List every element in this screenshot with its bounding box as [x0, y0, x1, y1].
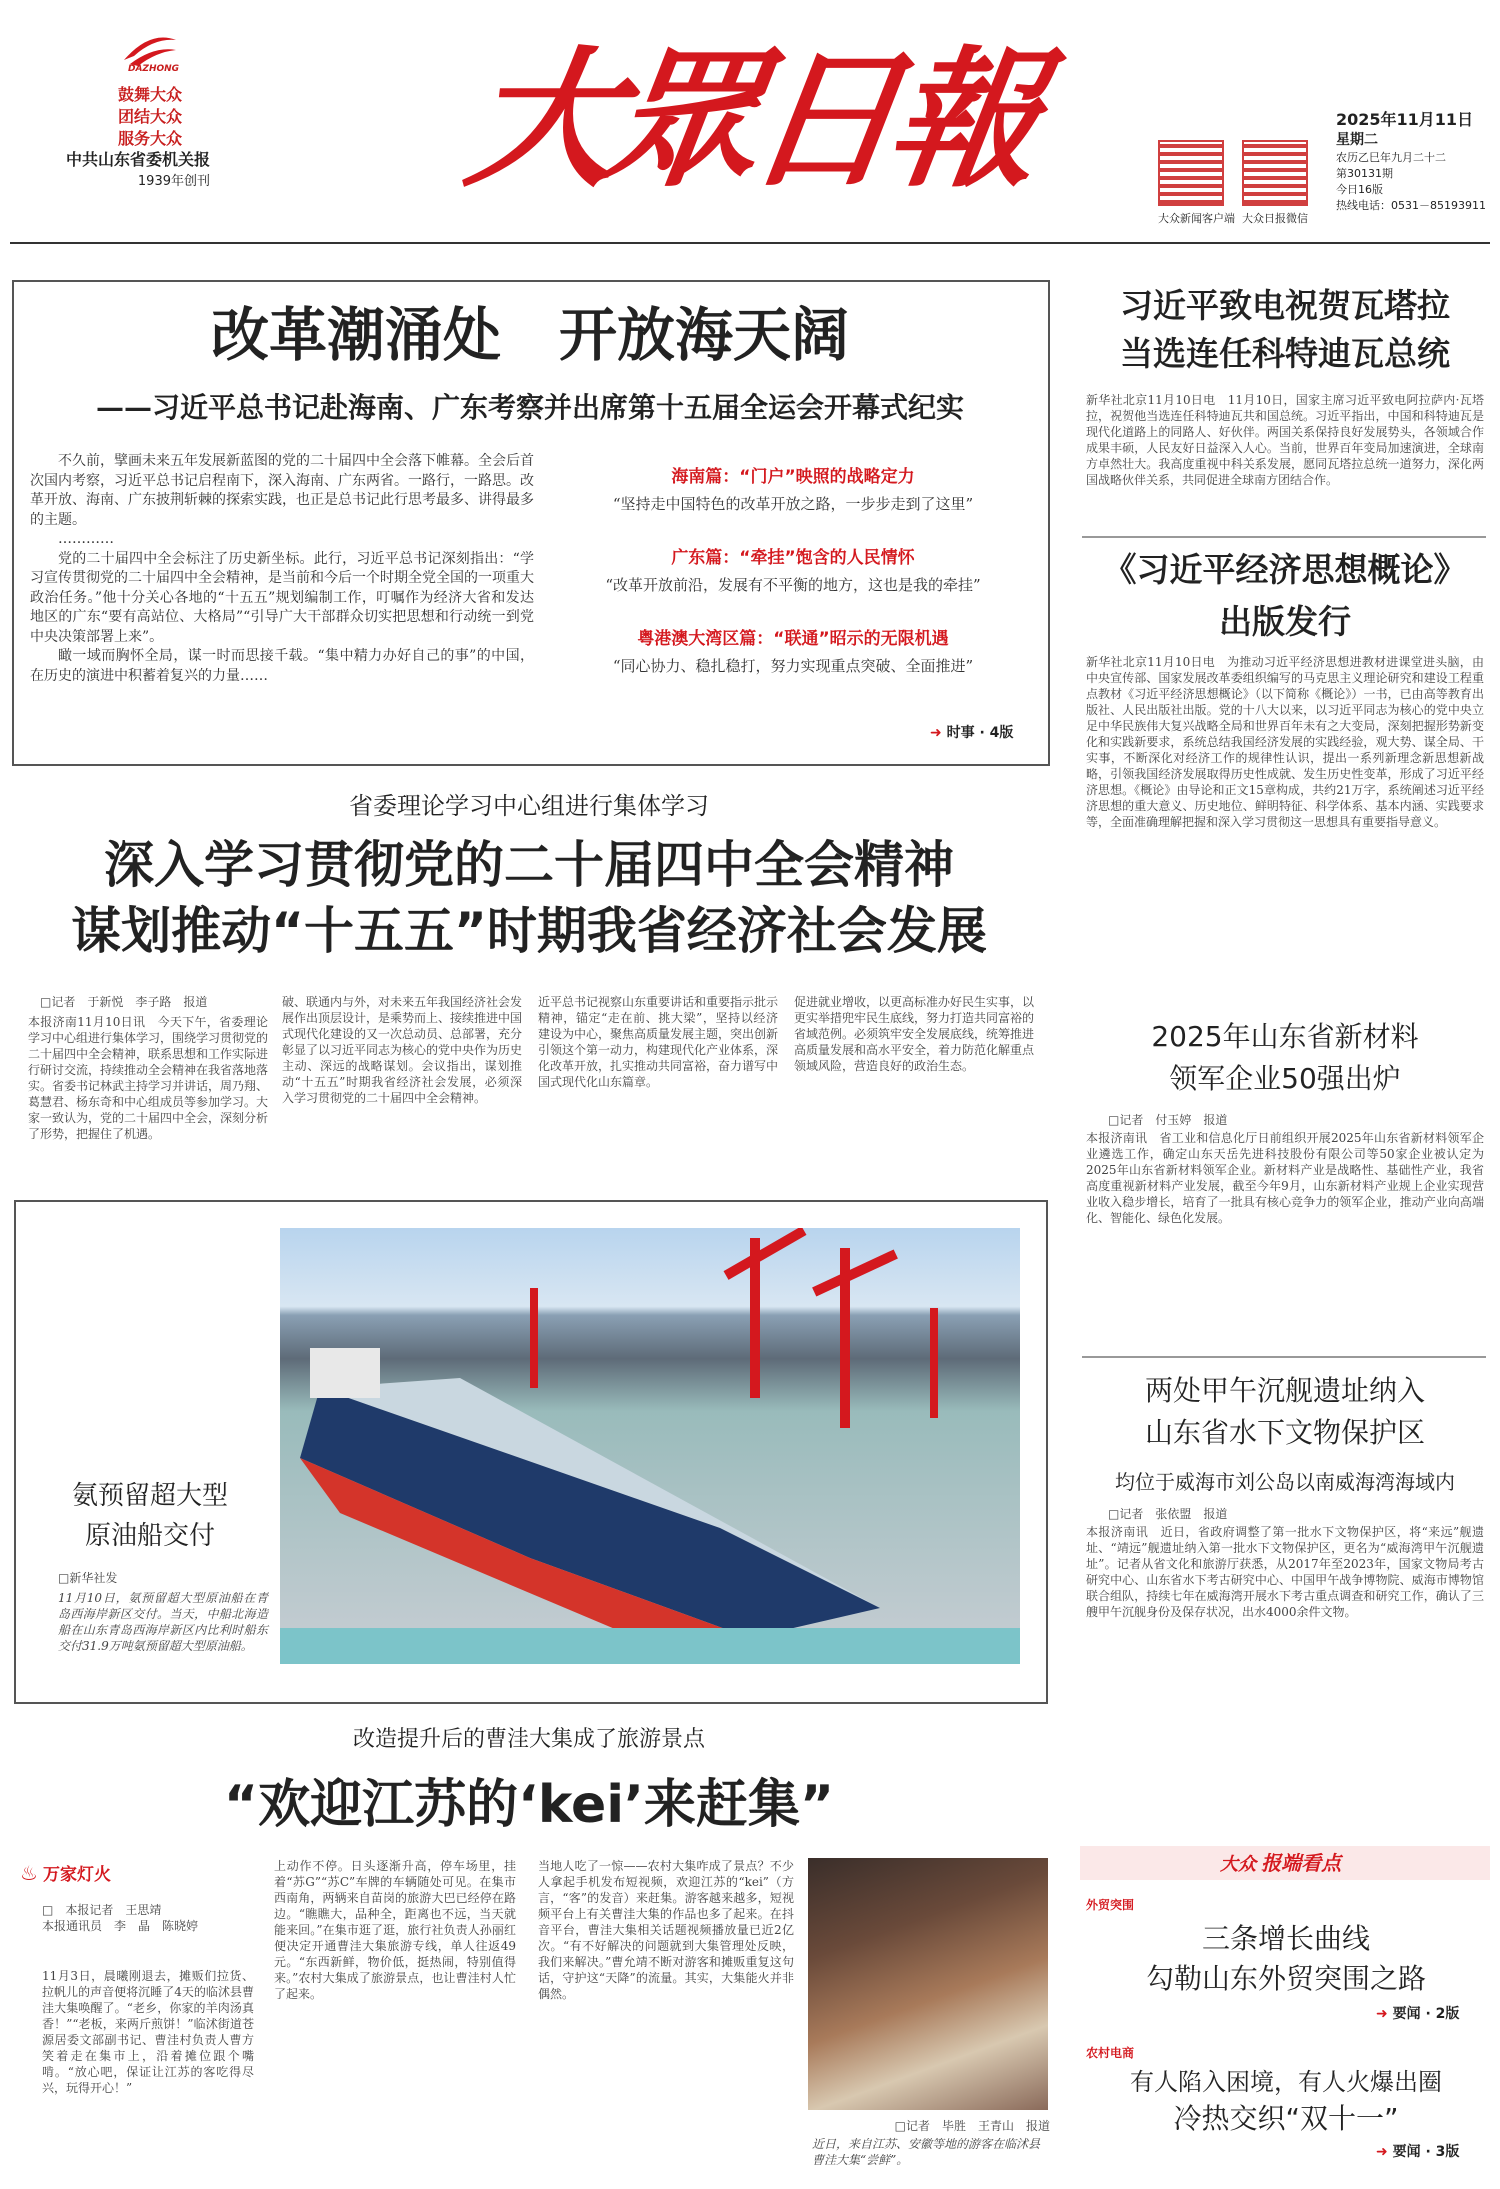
lead-para: 党的二十届四中全会标注了历史新坐标。此行，习近平总书记深刻指出：“学习宣传贯彻党的二十届四中全会精神，是当前和今后一个时期全党全国的一项重大政治任务。”他十分关心各地的“十五五”规划编制工作，叮嘱作为经济大省和发达地区的广东“要有高站位、大格局”“引导广大干部群众切实把思想和行动统一到党中央决策部署上来”。 [30, 550, 534, 645]
fair-byline [42, 1902, 262, 1934]
founded: 1939年创刊 [137, 174, 210, 189]
title-line: 两处甲午沉舰遗址纳入 [1144, 1374, 1425, 1407]
study-title [14, 832, 1044, 964]
wrecks-body: 本报济南讯 近日，省政府调整了第一批水下文物保护区，将“来远”舰遗址、“靖远”舰遗址纳入第一批水下文物保护区，更名为“威海湾甲午沉舰遗址”。记者从省文化和旅游厅获悉，从2017年至2023年，国家文物局考古研究中心、山东省水下考古研究中心、中国甲午战争博物院、威海市博物馆联合组队，持续七年在威海湾开展水下考古重点调查和研究工作，确认了三艘甲午沉舰身份及保存状况，出水4000余件文物。 [1086, 1525, 1484, 1619]
nav-title: 三条增长曲线 [1201, 1922, 1370, 1955]
fair-col: 11月3日，晨曦刚退去，摊贩们拉货、拉帆儿的声音便将沉睡了4天的临沭县曹洼大集唤醒了。“老乡，你家的羊肉汤真香！”“老板，来两斤煎饼！”临沭街道苍源居委文部副书记、曹洼村负责人曹方笑着走在集市上，沿着摊位跟个嘴啃。“放心吧，保证让江苏的客吃得尽兴，玩得开心！” [42, 1969, 254, 2095]
masthead-left [10, 10, 210, 235]
fair-col: 上动作不停。日头逐渐升高，停车场里，挂着“苏G”“苏C”车牌的车辆随处可见。在集市西南角，两辆来自苗岗的旅游大巴已经停在路边。“瞧瞧大，品种全，距离也不远，当天就能来回。”在集市逛了逛，旅行社负责人孙丽红便决定开通曹洼大集旅游专线，单人往返49元。“东西新鲜，物价低，挺热闹，特别值得来。”农村大集成了旅游景点，也让曹洼村人忙了起来。 [274, 1859, 516, 2001]
study-col: 近平总书记视察山东重要讲话和重要指示批示精神，锚定“走在前、挑大梁”，坚持以经济建设为中心，聚焦高质量发展主题，突出创新引领这个第一动力，构建现代化产业体系，深化改革开放，扎实推动共同富裕，奋力谱写中国式现代化山东篇章。 [538, 995, 778, 1089]
masthead-title: 大眾日報 [457, 32, 1043, 208]
materials-body: 本报济南讯 省工业和信息化厅日前组织开展2025年山东省新材料领军企业遴选工作，确定山东天岳先进科技股份有限公司等50家企业被认定为2025年山东省新材料领军企业。新材料产业是战略性、基础性产业，我省高度重视新材料产业发展，截至今年9月，山东新材料产业规上企业实现营业收入稳步增长，培育了一批具有核心竞争力的领军企业，推动产业向高端化、智能化、绿色化发展。 [1086, 1131, 1484, 1225]
section-quote: “坚持走中国特色的改革开放之路，一步步走到了这里” [612, 495, 974, 513]
nav-tag: 农村电商 [1086, 2046, 1135, 2060]
motto-line: 鼓舞大众 [118, 85, 183, 104]
arrow-right-icon: ➜ [1376, 2006, 1393, 2022]
qr-wechat[interactable] [1242, 140, 1342, 226]
arrow-right-icon: ➜ [1376, 2144, 1393, 2160]
nav-title: 有人陷入困境，有人火爆出圈 [1130, 2068, 1442, 2096]
materials-title [1080, 1016, 1490, 1100]
caption-line: 原油船交付 [84, 1521, 215, 1551]
arrow-right-icon: ➜ [930, 725, 947, 741]
qr-code-icon [1242, 140, 1308, 206]
lead-para: 瞰一域而胸怀全局，谋一时而思接千载。“集中精力办好自己的事”的中国，在历史的演进中积蓄着复兴的力量…… [30, 648, 534, 684]
fair-photo-caption: 近日，来自江苏、安徽等地的游客在临沭县曹洼大集“尝鲜”。 [812, 2137, 1041, 2167]
lead-dots: ………… [58, 531, 114, 547]
issue-date: 2025年11月11日 [1336, 110, 1474, 129]
fair-photo [808, 1858, 1048, 2110]
issue-weekday: 星期二 [1336, 132, 1378, 148]
dazhong-small-logo-icon: 大众 [1220, 1854, 1256, 1875]
brand-en: DAZHONG [128, 64, 180, 74]
section-title: 广东篇：“牵挂”饱含的人民情怀 [671, 548, 915, 568]
page-count: 今日16版 [1336, 183, 1383, 196]
nav-title: 勾勒山东外贸突围之路 [1145, 1962, 1426, 1995]
title-line: 山东省水下文物保护区 [1144, 1416, 1425, 1449]
fair-column-tag [20, 1860, 250, 1885]
fair-photo-byline: □记者 毕胜 王青山 报道 [894, 2119, 1050, 2133]
byline-line: □ 本报记者 王思靖 [42, 1903, 162, 1917]
lead-sections [560, 462, 1026, 675]
caption-line: 氨预留超大型 [71, 1481, 228, 1511]
motto-line: 服务大众 [118, 129, 183, 148]
lead-subtitle: ——习近平总书记赴海南、广东考察并出席第十五届全运会开幕式纪实 [95, 391, 964, 424]
org-name: 中共山东省委机关报 [65, 150, 210, 169]
study-col: 本报济南11月10日讯 今天下午，省委理论学习中心组进行集体学习，围绕学习贯彻党的二十届四中全会精神，联系思想和工作实际进行研讨交流，持续推动全会精神在我省落地落实。省委书记林武主持学习并讲话，周乃翔、葛慧君、杨东奇和中心组成员等参加学习。大家一致认为，党的二十届四中全会，深刻分析了形势，把握住了机遇。 [28, 1015, 268, 1141]
study-col: 破、联通内与外，对未来五年我国经济社会发展作出顶层设计，是乘势而上、接续推进中国式现代化建设的又一次总动员、总部署，充分彰显了以习近平同志为核心的党中央作为历史主动、深远的战略谋划。会议指出，谋划推动“十五五”时期我省经济社会发展，必须深入学习贯彻党的二十届四中全会精神。 [282, 995, 522, 1105]
right2-body: 新华社北京11月10日电 为推动习近平经济思想进教材进课堂进头脑，由中央宣传部、国家发展改革委组织编写的马克思主义理论研究和建设工程重点教材《习近平经济思想概论》（以下简称《概论》）一书，已由高等教育出版社、人民出版社出版。党的十八大以来，以习近平同志为核心的党中央立足中华民族伟大复兴战略全局和世界百年未有之大变局，深刻把握形势新变化和实践新要求，系统总结我国经济发展的实践经验，观大势、谋全局、干实事，不断深化对经济工作的规律性认识，提出一系列新理念新思想新战略，引领我国经济发展取得历史性成就、发生历史性变革，形成了习近平经济思想。《概论》由导论和正文15章构成，共约21万字，系统阐述习近平经济思想的重大意义、历史地位、鲜明特征、科学体系、基本内涵、实践要求等，全面准确理解把握和深入学习贯彻这一思想具有重要指导意义。 [1086, 655, 1484, 829]
nav-brand: 报端看点 [1261, 1851, 1342, 1875]
lamp-icon: ♨ [20, 1861, 38, 1885]
wrecks-byline: □记者 张依盟 报道 [1108, 1507, 1228, 1521]
nav-tag: 外贸突围 [1086, 1898, 1135, 1912]
qr-code-icon [1158, 140, 1224, 206]
lead-para: 不久前，擘画未来五年发展新蓝图的党的二十届四中全会落下帷幕。全会后首次国内考察，习近平总书记启程南下，深入海南、广东两省。一路行，一路思。改革开放、海南、广东披荆斩棘的探索实践，也正是总书记此行思考最多、讲得最多的主题。 [30, 453, 534, 528]
ship-photo [280, 1228, 1020, 1664]
nav-banner [1080, 1846, 1490, 1880]
title-line: 《习近平经济思想概论》 [1103, 550, 1467, 589]
ship-caption-title [40, 1476, 260, 1556]
lead-page-ref[interactable]: ➜ 时事 · 4版 [930, 725, 1014, 741]
nav-item[interactable] [1086, 2044, 1486, 2161]
right1-body: 新华社北京11月10日电 11月10日，国家主席习近平致电阿拉萨内·瓦塔拉，祝贺他当选连任科特迪瓦共和国总统。习近平指出，中国和科特迪瓦是现代化道路上的同路人、好伙伴。两国关系保持良好发展势头，各领域合作成果丰硕，人民友好日益深入人心。当前，世界百年变局加速演进，全球南方卓然壮大。我高度重视中科关系发展，愿同瓦塔拉总统一道努力，深化两国战略伙伴关系，共同促进全球南方团结合作。 [1086, 393, 1484, 487]
wrecks-title [1080, 1370, 1490, 1454]
title-line: 深入学习贯彻党的二十届四中全会精神 [104, 836, 954, 894]
divider [1082, 536, 1486, 538]
fair-title: “欢迎江苏的‘kei’来赶集” [223, 1775, 835, 1835]
wrecks-subtitle: 均位于威海市刘公岛以南威海湾海域内 [1115, 1470, 1455, 1494]
study-byline: □记者 于新悦 李子路 报道 [40, 995, 208, 1009]
ship-byline: □新华社发 [58, 1571, 118, 1585]
dazhong-logo-icon [120, 30, 180, 70]
divider [1082, 1356, 1486, 1358]
section-quote: “同心协力、稳扎稳打，努力实现重点突破、全面推进” [612, 657, 974, 675]
fair-col: 当地人吃了一惊——农村大集咋成了景点？不少人拿起手机发布短视频，欢迎江苏的“kei”（方言，“客”的发音）来赶集。游客越来越多，短视频平台上有关曹洼大集的作品也多了起来。在抖音平台，曹洼大集相关话题视频播放量已近2亿次。“有不好解决的问题就到大集管理处反映，我们来解决。”曹允靖不断对游客和摊贩重复这句话，守护这“天降”的流量。其实，大集能火并非偶然。 [538, 1859, 794, 2001]
nav-ref: ➜ 要闻 · 3版 [1376, 2144, 1460, 2160]
nav-ref: ➜ 要闻 · 2版 [1376, 2006, 1460, 2022]
byline-line: 本报通讯员 李 晶 陈晓婷 [42, 1919, 199, 1933]
qr-label: 大众日报微信 [1242, 212, 1308, 225]
right2-title [1080, 544, 1490, 648]
study-kicker: 省委理论学习中心组进行集体学习 [349, 792, 709, 820]
title-line: 当选连任科特迪瓦总统 [1120, 334, 1450, 373]
lead-body [30, 452, 534, 686]
ship-caption-text: 11月10日，氨预留超大型原油船在青岛西海岸新区交付。当天，中船北海造船在山东青岛西海岸新区内比利时船东交付31.9万吨氨预留超大型原油船。 [58, 1591, 268, 1653]
motto-line: 团结大众 [118, 107, 183, 126]
nav-item[interactable] [1086, 1896, 1486, 2023]
section-title: 粤港澳大湾区篇：“联通”昭示的无限机遇 [637, 629, 949, 649]
title-line: 习近平致电祝贺瓦塔拉 [1120, 286, 1450, 325]
issue-info [1336, 110, 1486, 214]
qr-label: 大众新闻客户端 [1158, 212, 1235, 225]
right1-title [1080, 282, 1490, 378]
header-rule [10, 242, 1490, 244]
hotline: 热线电话：0531－85193911 [1336, 199, 1486, 212]
title-line: 领军企业50强出炉 [1169, 1062, 1401, 1095]
lunar-date: 农历乙巳年九月二十二 [1336, 151, 1446, 164]
section-title: 海南篇：“门户”映照的战略定力 [671, 467, 915, 487]
title-line: 谋划推动“十五五”时期我省经济社会发展 [71, 902, 987, 960]
column-name: 万家灯火 [43, 1865, 112, 1885]
study-col: 促进就业增收，以更高标准办好民生实事，以更实举措兜牢民生底线，努力打造共同富裕的省域范例。必须筑牢安全发展底线，统筹推进高质量发展和高水平安全，着力防范化解重点领域风险，营造良好的政治生态。 [794, 995, 1034, 1073]
nav-title: 冷热交织“双十一” [1173, 2102, 1399, 2135]
title-line: 2025年山东省新材料 [1151, 1020, 1419, 1053]
issue-number: 第30131期 [1336, 167, 1393, 180]
motto [118, 84, 200, 150]
title-line: 出版发行 [1219, 602, 1351, 641]
section-quote: “改革开放前沿，发展有不平衡的地方，这也是我的牵挂” [605, 576, 981, 594]
fair-kicker: 改造提升后的曹洼大集成了旅游景点 [352, 1727, 705, 1752]
lead-title: 改革潮涌处 开放海天阔 [210, 301, 849, 369]
materials-byline: □记者 付玉婷 报道 [1108, 1113, 1228, 1127]
